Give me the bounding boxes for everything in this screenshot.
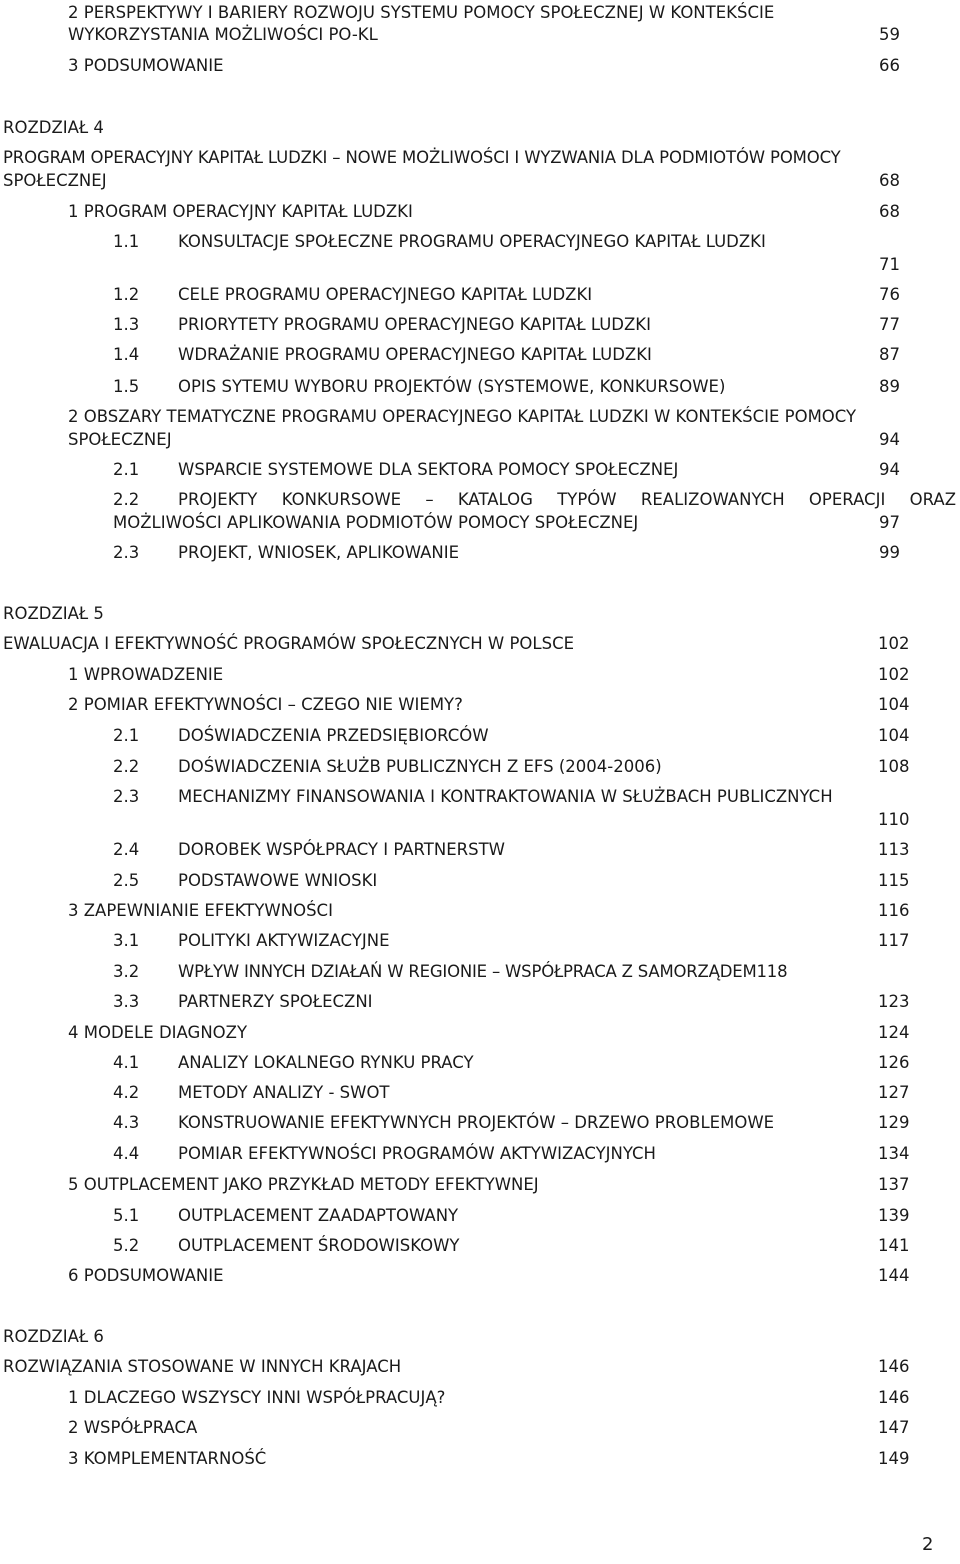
toc-5-4-1[interactable]: ANALIZY LOKALNEGO RYNKU PRACY — [178, 1053, 474, 1072]
toc-4-1-3-page: 77 — [879, 315, 900, 334]
toc-5-2-4-num: 2.4 — [113, 840, 140, 859]
toc-5-4-1-num: 4.1 — [113, 1053, 140, 1072]
chapter-6-label: ROZDZIAŁ 6 — [3, 1327, 104, 1346]
toc-entry-2-line2[interactable]: WYKORZYSTANIA MOŻLIWOŚCI PO-KL — [68, 25, 378, 44]
toc-4-1-2-page: 76 — [879, 285, 900, 304]
toc-4-1-4-page: 87 — [879, 345, 900, 364]
toc-5-3-2-num: 3.2 — [113, 962, 140, 981]
toc-4-1-1-page: 71 — [879, 255, 900, 274]
toc-5-2-5-page: 115 — [878, 871, 910, 890]
toc-4-1-1-num: 1.1 — [113, 232, 140, 251]
word: PROJEKTY — [178, 490, 258, 509]
word: REALIZOWANYCH — [640, 490, 785, 509]
word: OPERACJI — [808, 490, 886, 509]
toc-5-2-1-page: 104 — [878, 726, 910, 745]
toc-4-2-line2[interactable]: SPOŁECZNEJ — [68, 430, 172, 449]
toc-4-1-4-num: 1.4 — [113, 345, 140, 364]
toc-5-5-2-num: 5.2 — [113, 1236, 140, 1255]
toc-5-2-1-num: 2.1 — [113, 726, 140, 745]
toc-4-2-3-page: 99 — [879, 543, 900, 562]
toc-4-2-1-page: 94 — [879, 460, 900, 479]
toc-5-4-4-page: 134 — [878, 1144, 910, 1163]
toc-5-2[interactable]: 2 POMIAR EFEKTYWNOŚCI – CZEGO NIE WIEMY? — [68, 695, 463, 714]
toc-5-4-3-num: 4.3 — [113, 1113, 140, 1132]
toc-4-2-1-num: 2.1 — [113, 460, 140, 479]
toc-5-5-1-num: 5.1 — [113, 1206, 140, 1225]
toc-4-1-2[interactable]: CELE PROGRAMU OPERACYJNEGO KAPITAŁ LUDZKI — [178, 285, 593, 304]
toc-5-3-1-num: 3.1 — [113, 931, 140, 950]
word: KATALOG — [457, 490, 533, 509]
toc-4-2-3[interactable]: PROJEKT, WNIOSEK, APLIKOWANIE — [178, 543, 460, 562]
word: TYPÓW — [557, 490, 617, 509]
page-number: 2 — [922, 1534, 934, 1555]
toc-6-3[interactable]: 3 KOMPLEMENTARNOŚĆ — [68, 1449, 267, 1468]
toc-5-6-page: 144 — [878, 1266, 910, 1285]
toc-4-1-3-num: 1.3 — [113, 315, 140, 334]
toc-5-4-3-page: 129 — [878, 1113, 910, 1132]
word: ORAZ — [909, 490, 956, 509]
toc-6-2[interactable]: 2 WSPÓŁPRACA — [68, 1418, 198, 1437]
chapter-4-title-line1[interactable]: PROGRAM OPERACYJNY KAPITAŁ LUDZKI – NOWE MOŻLIWOŚCI I WYZWANIA DLA PODMIOTÓW POMOCY — [3, 148, 841, 167]
toc-5-2-2[interactable]: DOŚWIADCZENIA SŁUŻB PUBLICZNYCH Z EFS (2004-2006) — [178, 757, 662, 776]
chapter-4-title-page: 68 — [879, 171, 900, 190]
toc-5-1[interactable]: 1 WPROWADZENIE — [68, 665, 224, 684]
toc-entry-2-line1[interactable]: 2 PERSPEKTYWY I BARIERY ROZWOJU SYSTEMU POMOCY SPOŁECZNEJ W KONTEKŚCIE — [68, 3, 775, 22]
toc-5-2-1[interactable]: DOŚWIADCZENIA PRZEDSIĘBIORCÓW — [178, 726, 489, 745]
word: – — [425, 490, 434, 509]
toc-4-2-page: 94 — [879, 430, 900, 449]
toc-5-5-2[interactable]: OUTPLACEMENT ŚRODOWISKOWY — [178, 1236, 460, 1255]
toc-4-1-page: 68 — [879, 202, 900, 221]
toc-5-4-3[interactable]: KONSTRUOWANIE EFEKTYWNYCH PROJEKTÓW – DRZEWO PROBLEMOWE — [178, 1113, 775, 1132]
toc-5-3-3[interactable]: PARTNERZY SPOŁECZNI — [178, 992, 373, 1011]
toc-4-1-5-page: 89 — [879, 377, 900, 396]
toc-5-2-2-page: 108 — [878, 757, 910, 776]
toc-6-3-page: 149 — [878, 1449, 910, 1468]
toc-5-4[interactable]: 4 MODELE DIAGNOZY — [68, 1023, 248, 1042]
toc-5-4-2[interactable]: METODY ANALIZY - SWOT — [178, 1083, 390, 1102]
toc-5-4-4[interactable]: POMIAR EFEKTYWNOŚCI PROGRAMÓW AKTYWIZACYJNYCH — [178, 1144, 656, 1163]
toc-5-2-4-page: 113 — [878, 840, 910, 859]
toc-5-3-1[interactable]: POLITYKI AKTYWIZACYJNE — [178, 931, 390, 950]
toc-5-2-5-num: 2.5 — [113, 871, 140, 890]
toc-5-2-3-num: 2.3 — [113, 787, 140, 806]
toc-5-6[interactable]: 6 PODSUMOWANIE — [68, 1266, 224, 1285]
toc-entry-3-page: 66 — [879, 56, 900, 75]
toc-5-5[interactable]: 5 OUTPLACEMENT JAKO PRZYKŁAD METODY EFEKTYWNEJ — [68, 1175, 539, 1194]
toc-5-5-1[interactable]: OUTPLACEMENT ZAADAPTOWANY — [178, 1206, 459, 1225]
toc-5-4-2-num: 4.2 — [113, 1083, 140, 1102]
toc-5-3[interactable]: 3 ZAPEWNIANIE EFEKTYWNOŚCI — [68, 901, 333, 920]
toc-4-2-line1[interactable]: 2 OBSZARY TEMATYCZNE PROGRAMU OPERACYJNEGO KAPITAŁ LUDZKI W KONTEKŚCIE POMOCY — [68, 407, 857, 426]
toc-5-2-3[interactable]: MECHANIZMY FINANSOWANIA I KONTRAKTOWANIA W SŁUŻBACH PUBLICZNYCH — [178, 787, 833, 806]
toc-5-3-page: 116 — [878, 901, 910, 920]
toc-5-1-page: 102 — [878, 665, 910, 684]
toc-5-2-page: 104 — [878, 695, 910, 714]
toc-6-2-page: 147 — [878, 1418, 910, 1437]
chapter-6-title-page: 146 — [878, 1357, 910, 1376]
toc-5-5-1-page: 139 — [878, 1206, 910, 1225]
toc-6-1-page: 146 — [878, 1388, 910, 1407]
toc-4-1-5-num: 1.5 — [113, 377, 140, 396]
toc-4-2-1[interactable]: WSPARCIE SYSTEMOWE DLA SEKTORA POMOCY SPOŁECZNEJ — [178, 460, 679, 479]
toc-4-1-5[interactable]: OPIS SYTEMU WYBORU PROJEKTÓW (SYSTEMOWE, KONKURSOWE) — [178, 377, 726, 396]
toc-5-5-2-page: 141 — [878, 1236, 910, 1255]
toc-5-3-2[interactable]: WPŁYW INNYCH DZIAŁAŃ W REGIONIE – WSPÓŁPRACA Z SAMORZĄDEM118 — [178, 962, 788, 981]
toc-5-2-3-page: 110 — [878, 810, 910, 829]
toc-4-2-2-page: 97 — [879, 513, 900, 532]
toc-5-3-3-num: 3.3 — [113, 992, 140, 1011]
toc-5-3-3-page: 123 — [878, 992, 910, 1011]
toc-5-4-4-num: 4.4 — [113, 1144, 140, 1163]
toc-4-2-3-num: 2.3 — [113, 543, 140, 562]
toc-4-1-3[interactable]: PRIORYTETY PROGRAMU OPERACYJNEGO KAPITAŁ LUDZKI — [178, 315, 651, 334]
toc-4-2-2-line1[interactable] — [178, 490, 956, 510]
chapter-5-title-page: 102 — [878, 634, 910, 653]
toc-entry-2-page: 59 — [879, 25, 900, 44]
toc-4-2-2-num: 2.2 — [113, 490, 140, 509]
chapter-4-label: ROZDZIAŁ 4 — [3, 118, 104, 137]
toc-4-1-2-num: 1.2 — [113, 285, 140, 304]
toc-5-2-2-num: 2.2 — [113, 757, 140, 776]
toc-5-4-2-page: 127 — [878, 1083, 910, 1102]
toc-5-4-1-page: 126 — [878, 1053, 910, 1072]
toc-entry-3[interactable]: 3 PODSUMOWANIE — [68, 56, 224, 75]
toc-4-2-2-line2[interactable]: MOŻLIWOŚCI APLIKOWANIA PODMIOTÓW POMOCY SPOŁECZNEJ — [113, 513, 639, 532]
word: KONKURSOWE — [281, 490, 402, 509]
toc-4-1[interactable]: 1 PROGRAM OPERACYJNY KAPITAŁ LUDZKI — [68, 202, 413, 221]
toc-5-2-5[interactable]: PODSTAWOWE WNIOSKI — [178, 871, 378, 890]
chapter-5-title[interactable]: EWALUACJA I EFEKTYWNOŚĆ PROGRAMÓW SPOŁECZNYCH W POLSCE — [3, 634, 575, 653]
toc-4-1-4[interactable]: WDRAŻANIE PROGRAMU OPERACYJNEGO KAPITAŁ LUDZKI — [178, 345, 652, 364]
toc-5-3-1-page: 117 — [878, 931, 910, 950]
toc-5-4-page: 124 — [878, 1023, 910, 1042]
toc-4-1-1[interactable]: KONSULTACJE SPOŁECZNE PROGRAMU OPERACYJNEGO KAPITAŁ LUDZKI — [178, 232, 766, 251]
chapter-5-label: ROZDZIAŁ 5 — [3, 604, 104, 623]
toc-5-2-4[interactable]: DOROBEK WSPÓŁPRACY I PARTNERSTW — [178, 840, 505, 859]
chapter-4-title-line2[interactable]: SPOŁECZNEJ — [3, 171, 107, 190]
toc-5-5-page: 137 — [878, 1175, 910, 1194]
toc-6-1[interactable]: 1 DLACZEGO WSZYSCY INNI WSPÓŁPRACUJĄ? — [68, 1388, 446, 1407]
chapter-6-title[interactable]: ROZWIĄZANIA STOSOWANE W INNYCH KRAJACH — [3, 1357, 402, 1376]
